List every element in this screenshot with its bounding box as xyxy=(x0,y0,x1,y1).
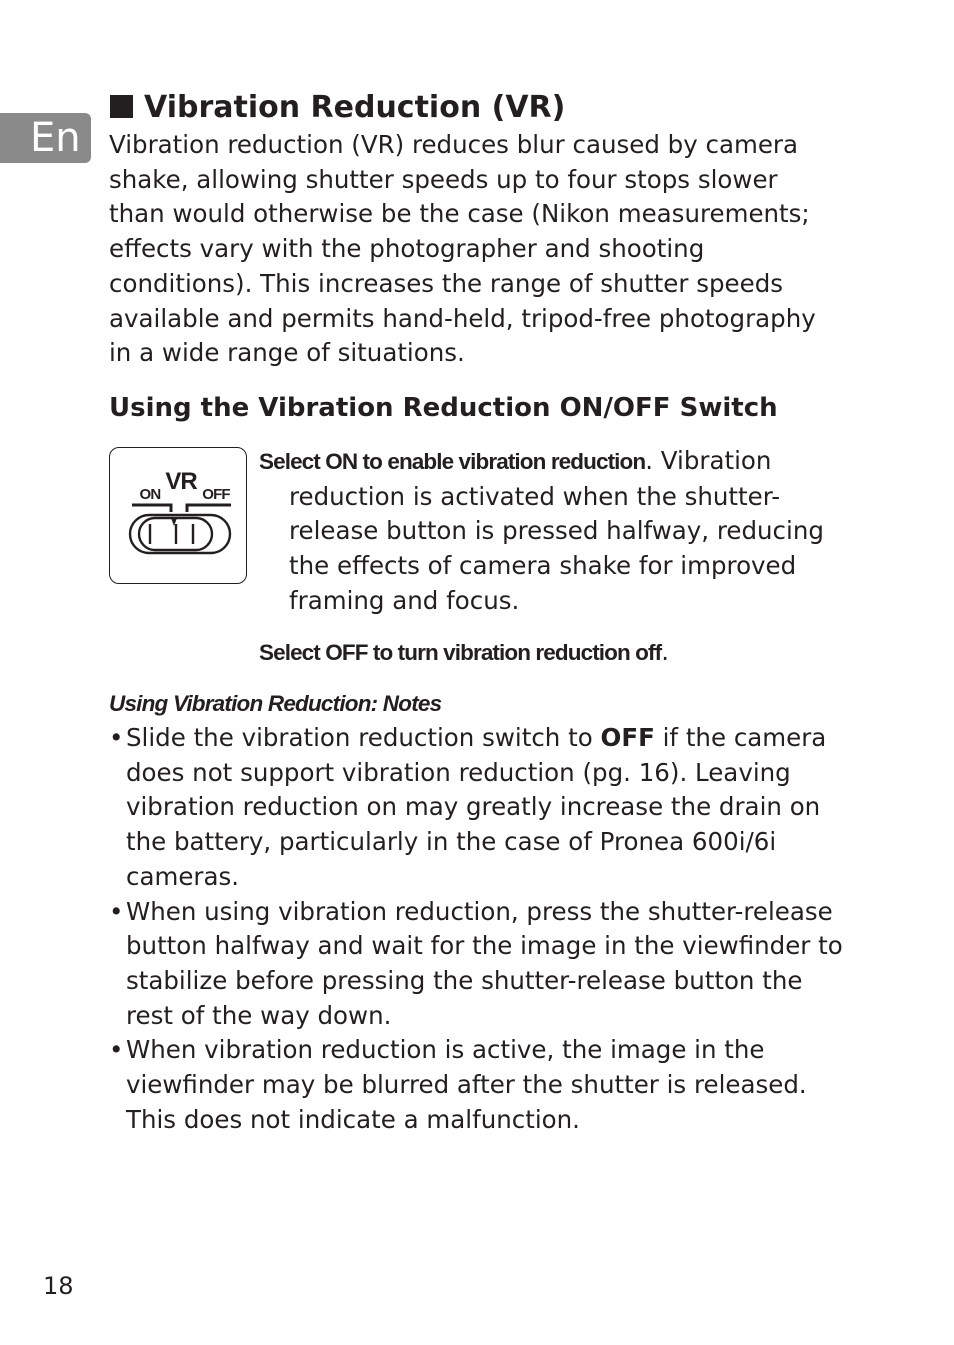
switch-off-lead: Select OFF to turn vibration reduction off xyxy=(259,640,662,665)
switch-off-paragraph xyxy=(259,635,669,671)
switch-section-title: Using the Vibration Reduction ON/OFF Switch xyxy=(109,393,778,423)
list-item xyxy=(109,721,849,895)
note-text: When vibration reduction is active, the image in the viewfinder may be blurred after the shutter is released. This does not indicate a malfunction. xyxy=(126,1035,807,1134)
list-item xyxy=(109,895,849,1034)
note-text: Slide the vibration reduction switch to xyxy=(126,723,601,752)
square-bullet-icon xyxy=(110,95,133,118)
vr-switch-icon xyxy=(110,448,248,585)
on-bracket xyxy=(132,505,171,512)
switch-on-lead: Select ON to enable vibration reduction xyxy=(259,449,646,474)
section-title-text: Vibration Reduction (VR) xyxy=(144,90,566,125)
notes-list xyxy=(109,721,849,1137)
note-text: if the camera does not support vibration reduction (pg. 16). Leaving vibration reduction on may greatly increase the drain on the battery, particularly in the case of Pronea 600i/6i cameras. xyxy=(126,723,827,891)
switch-on-text: . Vibration reduction is activated when the shutter-release button is pressed halfway, reducing the effects of camera shake for improved framing and focus. xyxy=(289,446,824,615)
bullet-icon: • xyxy=(109,896,124,926)
off-label: OFF xyxy=(202,486,230,503)
language-tab: En xyxy=(0,113,91,163)
page-number: 18 xyxy=(43,1272,74,1300)
switch-off-text: . xyxy=(661,637,669,666)
list-item xyxy=(109,1033,849,1137)
bullet-icon: • xyxy=(109,1035,124,1065)
switch-on-paragraph xyxy=(259,444,849,619)
off-emphasis: OFF xyxy=(600,723,655,752)
bullet-icon: • xyxy=(109,723,124,752)
vr-switch-illustration xyxy=(109,447,247,584)
notes-title: Using Vibration Reduction: Notes xyxy=(109,691,442,716)
note-text: When using vibration reduction, press the shutter-release button halfway and wait for the image in the viewfinder to stabilize before pressing the shutter-release button the rest of the way down. xyxy=(126,896,843,1030)
on-label: ON xyxy=(139,486,161,503)
intro-paragraph: Vibration reduction (VR) reduces blur caused by camera shake, allowing shutter speeds up to four stops slower than would otherwise be the case (Nikon measurements; effects vary with the photographer and shooting conditions). This increases the range of shutter speeds available and permits hand-held, tripod-free photography in a wide range of situations. xyxy=(109,130,816,368)
vr-label: VR xyxy=(165,468,197,495)
section-title xyxy=(110,88,565,128)
off-bracket xyxy=(187,505,231,512)
